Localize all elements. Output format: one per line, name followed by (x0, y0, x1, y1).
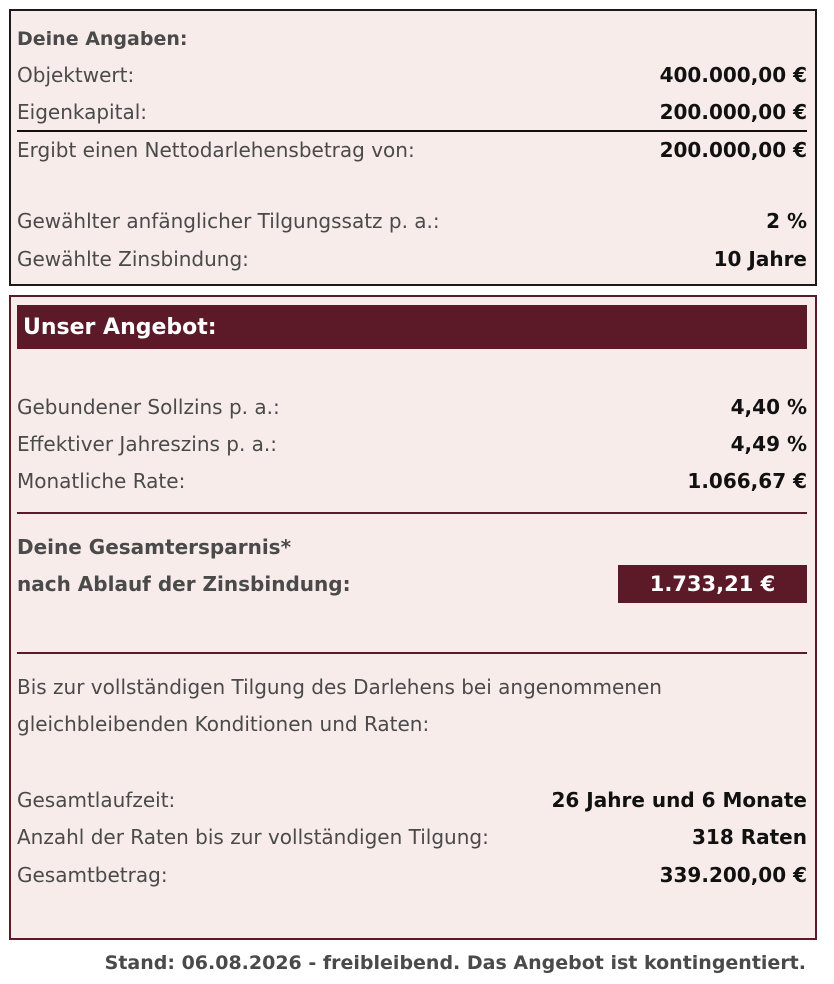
effektiv-row (17, 432, 807, 456)
effektiv-value: 4,49 % (730, 432, 807, 456)
sollzins-label: Gebundener Sollzins p. a.: (17, 395, 280, 419)
gesamtbetrag-row (17, 863, 807, 887)
eigenkapital-row (17, 100, 807, 124)
zinsbindung-row (17, 247, 807, 271)
raten-value: 318 Raten (692, 825, 807, 849)
savings-badge: 1.733,21 € (618, 565, 807, 603)
footer-note: Stand: 06.08.2026 - freibleibend. Das Angebot ist kontingentiert. (104, 952, 806, 974)
offer-heading: Unser Angebot: (17, 305, 807, 349)
user-input-panel (9, 9, 817, 286)
rate-value: 1.066,67 € (687, 469, 807, 493)
divider-2 (17, 652, 807, 654)
ersparnis-heading-row (17, 535, 807, 559)
objektwert-row (17, 63, 807, 87)
tilgung-text-line1: Bis zur vollständigen Tilgung des Darlehens bei angenommenen (17, 675, 662, 699)
rate-label: Monatliche Rate: (17, 469, 186, 493)
gesamtbetrag-value: 339.200,00 € (659, 863, 807, 887)
objektwert-value: 400.000,00 € (659, 63, 807, 87)
sollzins-value: 4,40 % (730, 395, 807, 419)
tilgung-row (17, 209, 807, 233)
raten-label: Anzahl der Raten bis zur vollständigen Tilgung: (17, 825, 489, 849)
netto-label: Ergibt einen Nettodarlehensbetrag von: (17, 138, 415, 162)
laufzeit-value: 26 Jahre und 6 Monate (551, 788, 807, 812)
input-heading: Deine Angaben: (17, 28, 188, 50)
input-heading-row (17, 27, 807, 51)
offer-panel (9, 295, 817, 940)
eigenkapital-label: Eigenkapital: (17, 100, 147, 124)
laufzeit-label: Gesamtlaufzeit: (17, 788, 176, 812)
zinsbindung-label: Gewählte Zinsbindung: (17, 247, 249, 271)
laufzeit-row (17, 788, 807, 812)
zinsbindung-value: 10 Jahre (713, 247, 807, 271)
divider-1 (17, 512, 807, 514)
tilgung-label: Gewählter anfänglicher Tilgungssatz p. a.: (17, 209, 440, 233)
raten-row (17, 825, 807, 849)
ersparnis-line2: nach Ablauf der Zinsbindung: (17, 572, 351, 596)
sum-divider (17, 130, 807, 132)
tilgung-value: 2 % (766, 209, 807, 233)
ersparnis-line1: Deine Gesamtersparnis* (17, 535, 292, 559)
rate-row (17, 469, 807, 493)
netto-row (17, 138, 807, 162)
sollzins-row (17, 395, 807, 419)
tilgung-text-line2: gleichbleibenden Konditionen und Raten: (17, 712, 430, 736)
eigenkapital-value: 200.000,00 € (659, 100, 807, 124)
effektiv-label: Effektiver Jahreszins p. a.: (17, 432, 278, 456)
objektwert-label: Objektwert: (17, 63, 135, 87)
gesamtbetrag-label: Gesamtbetrag: (17, 863, 168, 887)
netto-value: 200.000,00 € (659, 138, 807, 162)
